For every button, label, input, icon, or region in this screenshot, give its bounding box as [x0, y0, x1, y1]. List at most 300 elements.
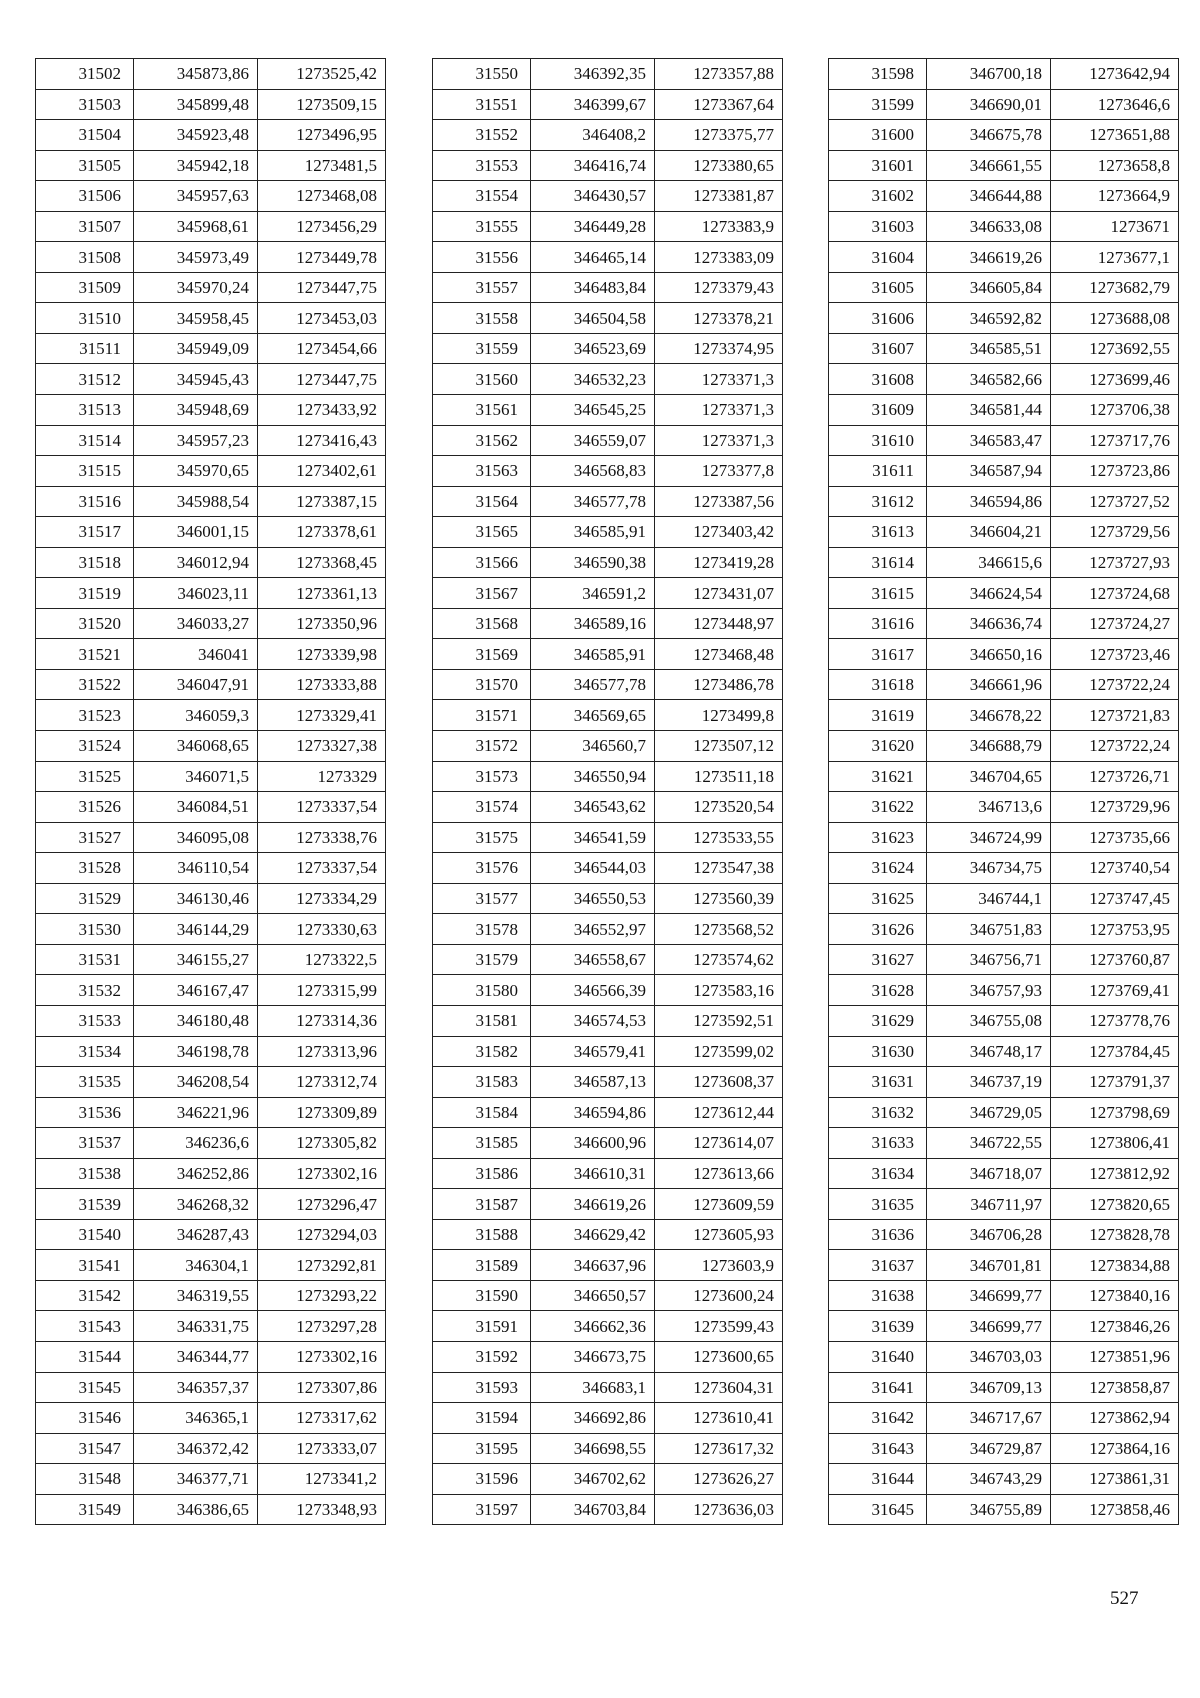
point-id-cell: 31577	[433, 883, 531, 914]
table-row	[829, 395, 1179, 426]
y-coordinate-cell: 1273371,3	[655, 395, 783, 426]
y-coordinate-cell: 1273861,31	[1051, 1464, 1179, 1495]
y-coordinate-cell: 1273724,68	[1051, 578, 1179, 609]
y-coordinate-cell: 1273583,16	[655, 975, 783, 1006]
y-coordinate-cell: 1273769,41	[1051, 975, 1179, 1006]
table-row	[433, 272, 783, 303]
y-coordinate-cell: 1273312,74	[258, 1067, 386, 1098]
x-coordinate-cell: 346692,86	[531, 1403, 655, 1434]
x-coordinate-cell: 346577,78	[531, 486, 655, 517]
y-coordinate-cell: 1273603,9	[655, 1250, 783, 1281]
table-row	[433, 1128, 783, 1159]
x-coordinate-cell: 346208,54	[134, 1067, 258, 1098]
x-coordinate-cell: 346585,51	[927, 333, 1051, 364]
point-id-cell: 31574	[433, 792, 531, 823]
point-id-cell: 31519	[36, 578, 134, 609]
table-row	[433, 669, 783, 700]
x-coordinate-cell: 346718,07	[927, 1158, 1051, 1189]
point-id-cell: 31561	[433, 395, 531, 426]
point-id-cell: 31630	[829, 1036, 927, 1067]
x-coordinate-cell: 346577,78	[531, 669, 655, 700]
table-row	[36, 211, 386, 242]
y-coordinate-cell: 1273447,75	[258, 364, 386, 395]
x-coordinate-cell: 346701,81	[927, 1250, 1051, 1281]
table-row	[36, 1189, 386, 1220]
y-coordinate-cell: 1273608,37	[655, 1067, 783, 1098]
table-row	[36, 120, 386, 151]
y-coordinate-cell: 1273507,12	[655, 731, 783, 762]
table-row	[36, 1067, 386, 1098]
x-coordinate-cell: 346590,38	[531, 547, 655, 578]
point-id-cell: 31529	[36, 883, 134, 914]
point-id-cell: 31545	[36, 1372, 134, 1403]
y-coordinate-cell: 1273658,8	[1051, 150, 1179, 181]
point-id-cell: 31521	[36, 639, 134, 670]
table-row	[433, 181, 783, 212]
point-id-cell: 31509	[36, 272, 134, 303]
coordinates-table-2	[432, 58, 783, 1525]
point-id-cell: 31627	[829, 944, 927, 975]
table-row	[829, 486, 1179, 517]
point-id-cell: 31502	[36, 59, 134, 90]
table-row	[433, 1341, 783, 1372]
y-coordinate-cell: 1273724,27	[1051, 608, 1179, 639]
x-coordinate-cell: 346699,77	[927, 1311, 1051, 1342]
y-coordinate-cell: 1273851,96	[1051, 1341, 1179, 1372]
x-coordinate-cell: 346574,53	[531, 1005, 655, 1036]
x-coordinate-cell: 346594,86	[531, 1097, 655, 1128]
table-row	[433, 1189, 783, 1220]
table-row	[829, 1372, 1179, 1403]
y-coordinate-cell: 1273664,9	[1051, 181, 1179, 212]
point-id-cell: 31600	[829, 120, 927, 151]
table-row	[829, 822, 1179, 853]
point-id-cell: 31604	[829, 242, 927, 273]
x-coordinate-cell: 346637,96	[531, 1250, 655, 1281]
x-coordinate-cell: 346757,93	[927, 975, 1051, 1006]
table-row	[829, 211, 1179, 242]
y-coordinate-cell: 1273699,46	[1051, 364, 1179, 395]
y-coordinate-cell: 1273642,94	[1051, 59, 1179, 90]
table-row	[829, 944, 1179, 975]
table-row	[829, 669, 1179, 700]
x-coordinate-cell: 346558,67	[531, 944, 655, 975]
point-id-cell: 31510	[36, 303, 134, 334]
table-row	[36, 731, 386, 762]
point-id-cell: 31603	[829, 211, 927, 242]
x-coordinate-cell: 346662,36	[531, 1311, 655, 1342]
table-row	[829, 1433, 1179, 1464]
point-id-cell: 31504	[36, 120, 134, 151]
x-coordinate-cell: 346702,62	[531, 1464, 655, 1495]
table-row	[433, 1372, 783, 1403]
point-id-cell: 31518	[36, 547, 134, 578]
x-coordinate-cell: 346319,55	[134, 1280, 258, 1311]
point-id-cell: 31590	[433, 1280, 531, 1311]
point-id-cell: 31620	[829, 731, 927, 762]
x-coordinate-cell: 345957,23	[134, 425, 258, 456]
table-row	[829, 364, 1179, 395]
y-coordinate-cell: 1273747,45	[1051, 883, 1179, 914]
y-coordinate-cell: 1273717,76	[1051, 425, 1179, 456]
x-coordinate-cell: 346650,57	[531, 1280, 655, 1311]
table-row	[36, 1403, 386, 1434]
x-coordinate-cell: 346130,46	[134, 883, 258, 914]
x-coordinate-cell: 346372,42	[134, 1433, 258, 1464]
y-coordinate-cell: 1273329	[258, 761, 386, 792]
page-number: 527	[1110, 1588, 1139, 1609]
x-coordinate-cell: 346673,75	[531, 1341, 655, 1372]
point-id-cell: 31560	[433, 364, 531, 395]
y-coordinate-cell: 1273612,44	[655, 1097, 783, 1128]
y-coordinate-cell: 1273726,71	[1051, 761, 1179, 792]
y-coordinate-cell: 1273599,02	[655, 1036, 783, 1067]
point-id-cell: 31507	[36, 211, 134, 242]
y-coordinate-cell: 1273453,03	[258, 303, 386, 334]
y-coordinate-cell: 1273568,52	[655, 914, 783, 945]
point-id-cell: 31503	[36, 89, 134, 120]
point-id-cell: 31553	[433, 150, 531, 181]
table-row	[829, 1097, 1179, 1128]
point-id-cell: 31580	[433, 975, 531, 1006]
point-id-cell: 31617	[829, 639, 927, 670]
x-coordinate-cell: 345942,18	[134, 150, 258, 181]
x-coordinate-cell: 346585,91	[531, 639, 655, 670]
y-coordinate-cell: 1273307,86	[258, 1372, 386, 1403]
y-coordinate-cell: 1273456,29	[258, 211, 386, 242]
point-id-cell: 31532	[36, 975, 134, 1006]
point-id-cell: 31582	[433, 1036, 531, 1067]
x-coordinate-cell: 346703,84	[531, 1494, 655, 1525]
table-row	[36, 395, 386, 426]
y-coordinate-cell: 1273722,24	[1051, 731, 1179, 762]
y-coordinate-cell: 1273729,56	[1051, 517, 1179, 548]
table-row	[36, 1433, 386, 1464]
x-coordinate-cell: 346059,3	[134, 700, 258, 731]
table-row	[36, 1494, 386, 1525]
table-row	[433, 333, 783, 364]
table-row	[433, 1280, 783, 1311]
x-coordinate-cell: 346706,28	[927, 1219, 1051, 1250]
y-coordinate-cell: 1273377,8	[655, 456, 783, 487]
y-coordinate-cell: 1273858,46	[1051, 1494, 1179, 1525]
table-row	[829, 517, 1179, 548]
point-id-cell: 31526	[36, 792, 134, 823]
y-coordinate-cell: 1273858,87	[1051, 1372, 1179, 1403]
table-row	[433, 883, 783, 914]
table-row	[433, 822, 783, 853]
x-coordinate-cell: 346357,37	[134, 1372, 258, 1403]
table-row	[829, 761, 1179, 792]
x-coordinate-cell: 346268,32	[134, 1189, 258, 1220]
point-id-cell: 31597	[433, 1494, 531, 1525]
point-id-cell: 31555	[433, 211, 531, 242]
point-id-cell: 31520	[36, 608, 134, 639]
x-coordinate-cell: 346724,99	[927, 822, 1051, 853]
x-coordinate-cell: 346041	[134, 639, 258, 670]
point-id-cell: 31552	[433, 120, 531, 151]
table-row	[433, 1250, 783, 1281]
y-coordinate-cell: 1273419,28	[655, 547, 783, 578]
x-coordinate-cell: 346544,03	[531, 853, 655, 884]
x-coordinate-cell: 346644,88	[927, 181, 1051, 212]
point-id-cell: 31541	[36, 1250, 134, 1281]
point-id-cell: 31588	[433, 1219, 531, 1250]
table-row	[829, 547, 1179, 578]
point-id-cell: 31622	[829, 792, 927, 823]
table-row	[36, 1036, 386, 1067]
y-coordinate-cell: 1273334,29	[258, 883, 386, 914]
y-coordinate-cell: 1273317,62	[258, 1403, 386, 1434]
table-row	[36, 1464, 386, 1495]
point-id-cell: 31517	[36, 517, 134, 548]
table-row	[829, 1311, 1179, 1342]
x-coordinate-cell: 346582,66	[927, 364, 1051, 395]
x-coordinate-cell: 346523,69	[531, 333, 655, 364]
y-coordinate-cell: 1273305,82	[258, 1128, 386, 1159]
point-id-cell: 31557	[433, 272, 531, 303]
table-row	[36, 1158, 386, 1189]
table-row	[433, 1067, 783, 1098]
x-coordinate-cell: 346399,67	[531, 89, 655, 120]
x-coordinate-cell: 346144,29	[134, 914, 258, 945]
x-coordinate-cell: 346559,07	[531, 425, 655, 456]
x-coordinate-cell: 346744,1	[927, 883, 1051, 914]
x-coordinate-cell: 346688,79	[927, 731, 1051, 762]
y-coordinate-cell: 1273723,46	[1051, 639, 1179, 670]
table-row	[829, 914, 1179, 945]
table-row	[829, 883, 1179, 914]
y-coordinate-cell: 1273509,15	[258, 89, 386, 120]
table-row	[829, 181, 1179, 212]
point-id-cell: 31592	[433, 1341, 531, 1372]
table-row	[829, 1036, 1179, 1067]
y-coordinate-cell: 1273454,66	[258, 333, 386, 364]
point-id-cell: 31643	[829, 1433, 927, 1464]
point-id-cell: 31528	[36, 853, 134, 884]
y-coordinate-cell: 1273706,38	[1051, 395, 1179, 426]
x-coordinate-cell: 346604,21	[927, 517, 1051, 548]
point-id-cell: 31602	[829, 181, 927, 212]
point-id-cell: 31537	[36, 1128, 134, 1159]
point-id-cell: 31639	[829, 1311, 927, 1342]
y-coordinate-cell: 1273338,76	[258, 822, 386, 853]
x-coordinate-cell: 346566,39	[531, 975, 655, 1006]
x-coordinate-cell: 346703,03	[927, 1341, 1051, 1372]
x-coordinate-cell: 346287,43	[134, 1219, 258, 1250]
table-row	[36, 547, 386, 578]
table-row	[433, 853, 783, 884]
table-row	[36, 59, 386, 90]
point-id-cell: 31533	[36, 1005, 134, 1036]
y-coordinate-cell: 1273812,92	[1051, 1158, 1179, 1189]
table-row	[36, 1128, 386, 1159]
x-coordinate-cell: 345873,86	[134, 59, 258, 90]
point-id-cell: 31636	[829, 1219, 927, 1250]
point-id-cell: 31598	[829, 59, 927, 90]
table-row	[36, 364, 386, 395]
table-row	[433, 395, 783, 426]
table-row	[36, 1005, 386, 1036]
table-row	[829, 1403, 1179, 1434]
point-id-cell: 31579	[433, 944, 531, 975]
x-coordinate-cell: 346344,77	[134, 1341, 258, 1372]
table-row	[829, 1341, 1179, 1372]
x-coordinate-cell: 346583,47	[927, 425, 1051, 456]
x-coordinate-cell: 346737,19	[927, 1067, 1051, 1098]
table-row	[36, 303, 386, 334]
x-coordinate-cell: 346408,2	[531, 120, 655, 151]
table-row	[433, 425, 783, 456]
y-coordinate-cell: 1273834,88	[1051, 1250, 1179, 1281]
table-row	[36, 486, 386, 517]
point-id-cell: 31586	[433, 1158, 531, 1189]
x-coordinate-cell: 346579,41	[531, 1036, 655, 1067]
point-id-cell: 31575	[433, 822, 531, 853]
x-coordinate-cell: 346012,94	[134, 547, 258, 578]
point-id-cell: 31614	[829, 547, 927, 578]
y-coordinate-cell: 1273327,38	[258, 731, 386, 762]
table-row	[36, 700, 386, 731]
x-coordinate-cell: 346729,87	[927, 1433, 1051, 1464]
point-id-cell: 31564	[433, 486, 531, 517]
table-row	[829, 242, 1179, 273]
point-id-cell: 31576	[433, 853, 531, 884]
y-coordinate-cell: 1273481,5	[258, 150, 386, 181]
x-coordinate-cell: 346568,83	[531, 456, 655, 487]
point-id-cell: 31632	[829, 1097, 927, 1128]
table-row	[829, 1189, 1179, 1220]
table-row	[36, 1250, 386, 1281]
table-row	[36, 425, 386, 456]
x-coordinate-cell: 346552,97	[531, 914, 655, 945]
y-coordinate-cell: 1273383,09	[655, 242, 783, 273]
x-coordinate-cell: 346610,31	[531, 1158, 655, 1189]
y-coordinate-cell: 1273688,08	[1051, 303, 1179, 334]
y-coordinate-cell: 1273433,92	[258, 395, 386, 426]
y-coordinate-cell: 1273677,1	[1051, 242, 1179, 273]
x-coordinate-cell: 346541,59	[531, 822, 655, 853]
y-coordinate-cell: 1273302,16	[258, 1341, 386, 1372]
y-coordinate-cell: 1273380,65	[655, 150, 783, 181]
y-coordinate-cell: 1273337,54	[258, 853, 386, 884]
y-coordinate-cell: 1273329,41	[258, 700, 386, 731]
x-coordinate-cell: 346084,51	[134, 792, 258, 823]
y-coordinate-cell: 1273416,43	[258, 425, 386, 456]
y-coordinate-cell: 1273778,76	[1051, 1005, 1179, 1036]
table-row	[433, 547, 783, 578]
table-row	[433, 914, 783, 945]
y-coordinate-cell: 1273828,78	[1051, 1219, 1179, 1250]
table-row	[36, 89, 386, 120]
y-coordinate-cell: 1273604,31	[655, 1372, 783, 1403]
y-coordinate-cell: 1273378,21	[655, 303, 783, 334]
table-row	[433, 700, 783, 731]
point-id-cell: 31625	[829, 883, 927, 914]
point-id-cell: 31583	[433, 1067, 531, 1098]
y-coordinate-cell: 1273403,42	[655, 517, 783, 548]
point-id-cell: 31547	[36, 1433, 134, 1464]
y-coordinate-cell: 1273374,95	[655, 333, 783, 364]
table-row	[433, 731, 783, 762]
y-coordinate-cell: 1273753,95	[1051, 914, 1179, 945]
table-row	[433, 1403, 783, 1434]
y-coordinate-cell: 1273447,75	[258, 272, 386, 303]
table-row	[829, 608, 1179, 639]
y-coordinate-cell: 1273651,88	[1051, 120, 1179, 151]
point-id-cell: 31587	[433, 1189, 531, 1220]
point-id-cell: 31640	[829, 1341, 927, 1372]
table-row	[433, 89, 783, 120]
x-coordinate-cell: 346675,78	[927, 120, 1051, 151]
table-row	[829, 1219, 1179, 1250]
y-coordinate-cell: 1273361,13	[258, 578, 386, 609]
point-id-cell: 31596	[433, 1464, 531, 1495]
x-coordinate-cell: 346633,08	[927, 211, 1051, 242]
y-coordinate-cell: 1273617,32	[655, 1433, 783, 1464]
point-id-cell: 31513	[36, 395, 134, 426]
table-row	[829, 1280, 1179, 1311]
x-coordinate-cell: 345957,63	[134, 181, 258, 212]
table-row	[36, 822, 386, 853]
point-id-cell: 31584	[433, 1097, 531, 1128]
y-coordinate-cell: 1273499,8	[655, 700, 783, 731]
table-row	[829, 1158, 1179, 1189]
x-coordinate-cell: 346095,08	[134, 822, 258, 853]
point-id-cell: 31522	[36, 669, 134, 700]
table-row	[36, 914, 386, 945]
point-id-cell: 31606	[829, 303, 927, 334]
point-id-cell: 31505	[36, 150, 134, 181]
point-id-cell: 31591	[433, 1311, 531, 1342]
y-coordinate-cell: 1273791,37	[1051, 1067, 1179, 1098]
point-id-cell: 31568	[433, 608, 531, 639]
y-coordinate-cell: 1273371,3	[655, 425, 783, 456]
y-coordinate-cell: 1273525,42	[258, 59, 386, 90]
x-coordinate-cell: 346167,47	[134, 975, 258, 1006]
y-coordinate-cell: 1273297,28	[258, 1311, 386, 1342]
x-coordinate-cell: 346068,65	[134, 731, 258, 762]
y-coordinate-cell: 1273592,51	[655, 1005, 783, 1036]
point-id-cell: 31567	[433, 578, 531, 609]
x-coordinate-cell: 346560,7	[531, 731, 655, 762]
coordinates-table-3	[828, 58, 1179, 1525]
table-row	[829, 150, 1179, 181]
y-coordinate-cell: 1273610,41	[655, 1403, 783, 1434]
point-id-cell: 31531	[36, 944, 134, 975]
y-coordinate-cell: 1273375,77	[655, 120, 783, 151]
x-coordinate-cell: 346748,17	[927, 1036, 1051, 1067]
y-coordinate-cell: 1273468,08	[258, 181, 386, 212]
x-coordinate-cell: 345945,43	[134, 364, 258, 395]
point-id-cell: 31609	[829, 395, 927, 426]
y-coordinate-cell: 1273368,45	[258, 547, 386, 578]
x-coordinate-cell: 346483,84	[531, 272, 655, 303]
table-row	[36, 1311, 386, 1342]
y-coordinate-cell: 1273314,36	[258, 1005, 386, 1036]
table-row	[36, 853, 386, 884]
x-coordinate-cell: 346743,29	[927, 1464, 1051, 1495]
y-coordinate-cell: 1273371,3	[655, 364, 783, 395]
y-coordinate-cell: 1273520,54	[655, 792, 783, 823]
point-id-cell: 31631	[829, 1067, 927, 1098]
point-id-cell: 31624	[829, 853, 927, 884]
y-coordinate-cell: 1273605,93	[655, 1219, 783, 1250]
x-coordinate-cell: 346619,26	[531, 1189, 655, 1220]
point-id-cell: 31556	[433, 242, 531, 273]
y-coordinate-cell: 1273636,03	[655, 1494, 783, 1525]
x-coordinate-cell: 345970,65	[134, 456, 258, 487]
